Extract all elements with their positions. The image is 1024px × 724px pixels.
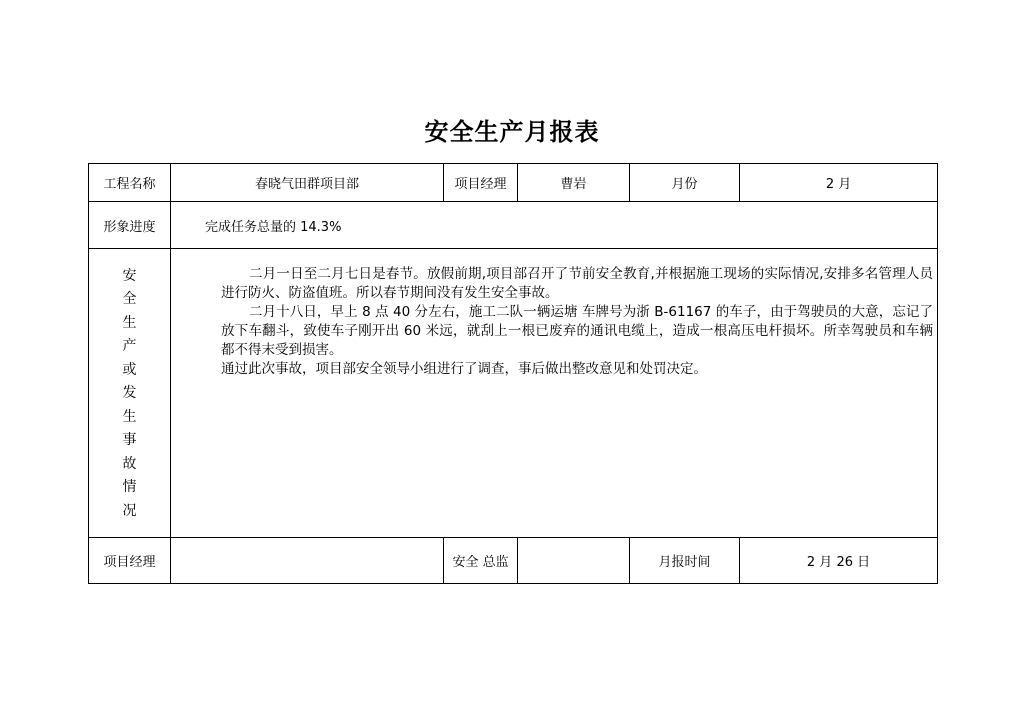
project-name-value: 春晓气田群项目部: [171, 164, 444, 202]
incident-paragraph-2: 二月十八日，早上 8 点 40 分左右，施工二队一辆运塘 车牌号为浙 B-61167 的车子，由于驾驶员的大意，忘记了放下车翻斗，致使车子刚开出 60 米远，就刮上一根已废弃的通讯电缆上，造成一根高压电杆损坏。所幸驾驶员和车辆都不得末受到损害。: [221, 304, 934, 358]
incident-label-chars: [123, 265, 137, 524]
signoff-manager-label: 项目经理: [89, 538, 171, 584]
progress-value: 完成任务总量的 14.3%: [171, 202, 938, 249]
table-row-signoff: [89, 538, 938, 584]
table-row-progress: [89, 202, 938, 249]
report-time-label: 月报时间: [630, 538, 740, 584]
incident-label-char: 产: [122, 338, 137, 355]
signoff-manager-value: [171, 538, 444, 584]
incident-label-char: 或: [122, 361, 137, 378]
incident-label-char: 故: [122, 455, 137, 472]
safety-director-label: 安全 总监: [444, 538, 518, 584]
month-label: 月份: [630, 164, 740, 202]
report-table: [88, 163, 938, 584]
project-name-label: 工程名称: [89, 164, 171, 202]
incident-label-char: 况: [122, 502, 137, 519]
incident-paragraph-3: 通过此次事故，项目部安全领导小组进行了调查，事后做出整改意见和处罚决定。: [221, 361, 707, 377]
table-row-project-info: [89, 164, 938, 202]
report-time-value: 2 月 26 日: [740, 538, 938, 584]
incident-label-char: 事: [122, 432, 137, 449]
safety-director-value: [518, 538, 630, 584]
incident-label-char: 全: [122, 291, 137, 308]
incident-section-label: [89, 249, 171, 538]
incident-label-char: 生: [122, 314, 137, 331]
incident-paragraph-1: 二月一日至二月七日是春节。放假前期,项目部召开了节前安全教育,并根据施工现场的实际情况,安排多名管理人员进行防火、防盗值班。所以春节期间没有发生安全事故。: [221, 266, 934, 301]
table-row-incidents: [89, 249, 938, 538]
incident-label-char: 生: [122, 408, 137, 425]
incident-description: [171, 249, 938, 538]
report-title: 安全生产月报表: [424, 117, 600, 146]
month-value: 2 月: [740, 164, 938, 202]
project-manager-value: 曹岩: [518, 164, 630, 202]
incident-label-char: 发: [122, 385, 137, 402]
incident-label-char: 安: [122, 267, 137, 284]
progress-label: 形象进度: [89, 202, 171, 249]
project-manager-label: 项目经理: [444, 164, 518, 202]
incident-label-char: 情: [122, 479, 137, 496]
